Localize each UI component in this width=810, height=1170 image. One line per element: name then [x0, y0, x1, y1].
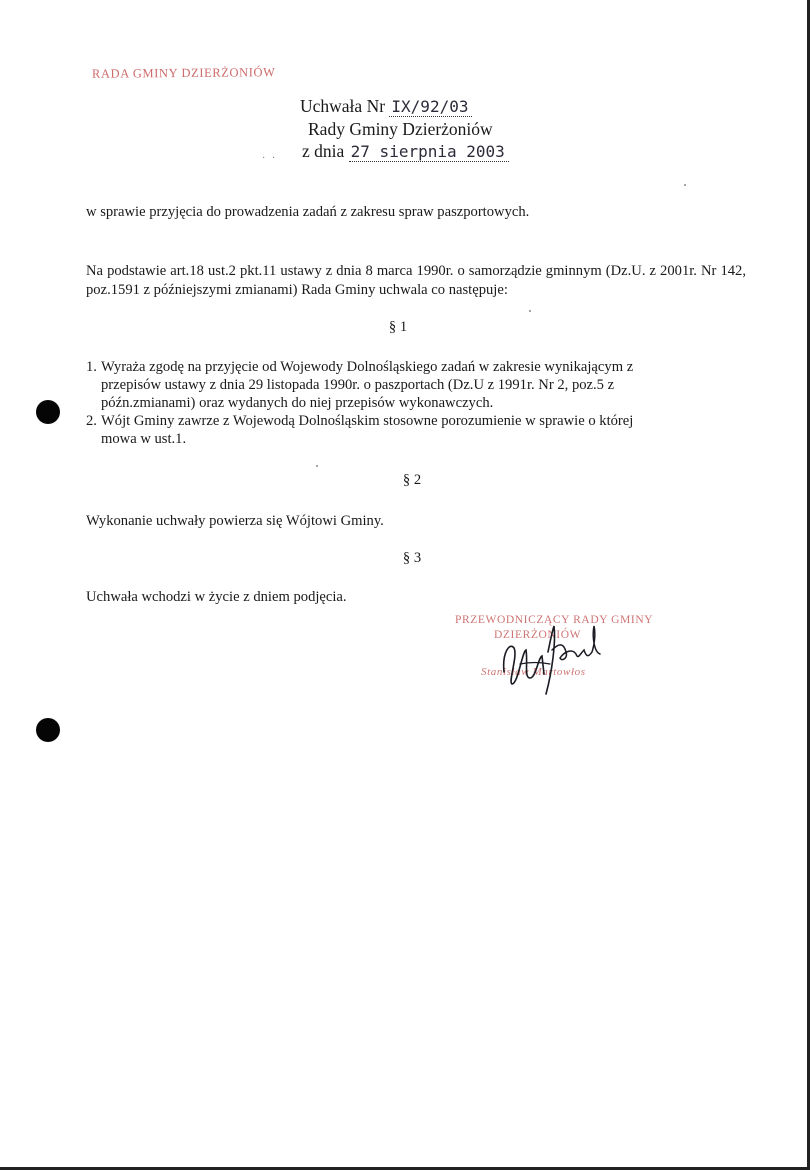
scan-speck — [684, 184, 686, 186]
chairman-stamp-name: Stanisław Martowłos — [481, 666, 586, 678]
resolution-date — [302, 141, 509, 162]
date-value: 27 sierpnia 2003 — [349, 142, 509, 162]
council-name: Rady Gminy Dzierżoniów — [308, 119, 493, 139]
scan-speck — [529, 310, 531, 312]
section-1-list — [86, 358, 746, 448]
resolution-label: Uchwała Nr — [300, 96, 386, 116]
handwritten-signature — [490, 612, 610, 702]
list-item-line: mowa w ust.1. — [101, 431, 187, 447]
date-label: z dnia — [302, 141, 345, 161]
section-3-heading: § 3 — [402, 550, 422, 566]
list-item-line: późn.zmianami) oraz wydanych do niej przepisów wykonawczych. — [101, 395, 494, 411]
section-1-heading: § 1 — [388, 319, 408, 335]
list-item-number: 2. — [86, 413, 97, 429]
resolution-title — [300, 96, 472, 117]
legal-basis: Na podstawie art.18 ust.2 pkt.11 ustawy z dnia 8 marca 1990r. o samorządzie gminnym (Dz.U. z 2001r. Nr 142, poz.1591 z późniejszymi zmianami) Rada Gminy uchwala co następuje: — [86, 263, 746, 298]
section-2-heading: § 2 — [402, 472, 422, 488]
resolution-number: IX/92/03 — [389, 97, 472, 117]
list-item-number: 1. — [86, 359, 97, 375]
punch-hole — [36, 400, 60, 424]
list-item — [86, 358, 746, 412]
list-item-line: Wójt Gminy zawrze z Wojewodą Dolnośląskim stosowne porozumienie w sprawie o której — [101, 413, 634, 429]
decorative-dots: · · — [262, 153, 278, 164]
list-item-line: przepisów ustawy z dnia 29 listopada 1990r. o paszportach (Dz.U z 1991r. Nr 2, poz.5 z — [101, 377, 615, 393]
punch-hole — [36, 718, 60, 742]
chairman-stamp-municipality: DZIERŻONIÓW — [494, 629, 582, 641]
list-item — [86, 412, 746, 448]
resolution-subject: w sprawie przyjęcia do prowadzenia zadań z zakresu spraw paszportowych. — [86, 204, 530, 220]
entry-into-force-clause: Uchwała wchodzi w życie z dniem podjęcia. — [86, 589, 347, 605]
chairman-stamp-title: PRZEWODNICZĄCY RADY GMINY — [455, 614, 654, 626]
execution-clause: Wykonanie uchwały powierza się Wójtowi Gminy. — [86, 513, 384, 529]
council-stamp-top: RADA GMINY DZIERŻONIÓW — [91, 65, 276, 81]
scan-speck — [316, 465, 318, 467]
list-item-line: Wyraża zgodę na przyjęcie od Wojewody Dolnośląskiego zadań w zakresie wynikającym z — [101, 359, 634, 375]
